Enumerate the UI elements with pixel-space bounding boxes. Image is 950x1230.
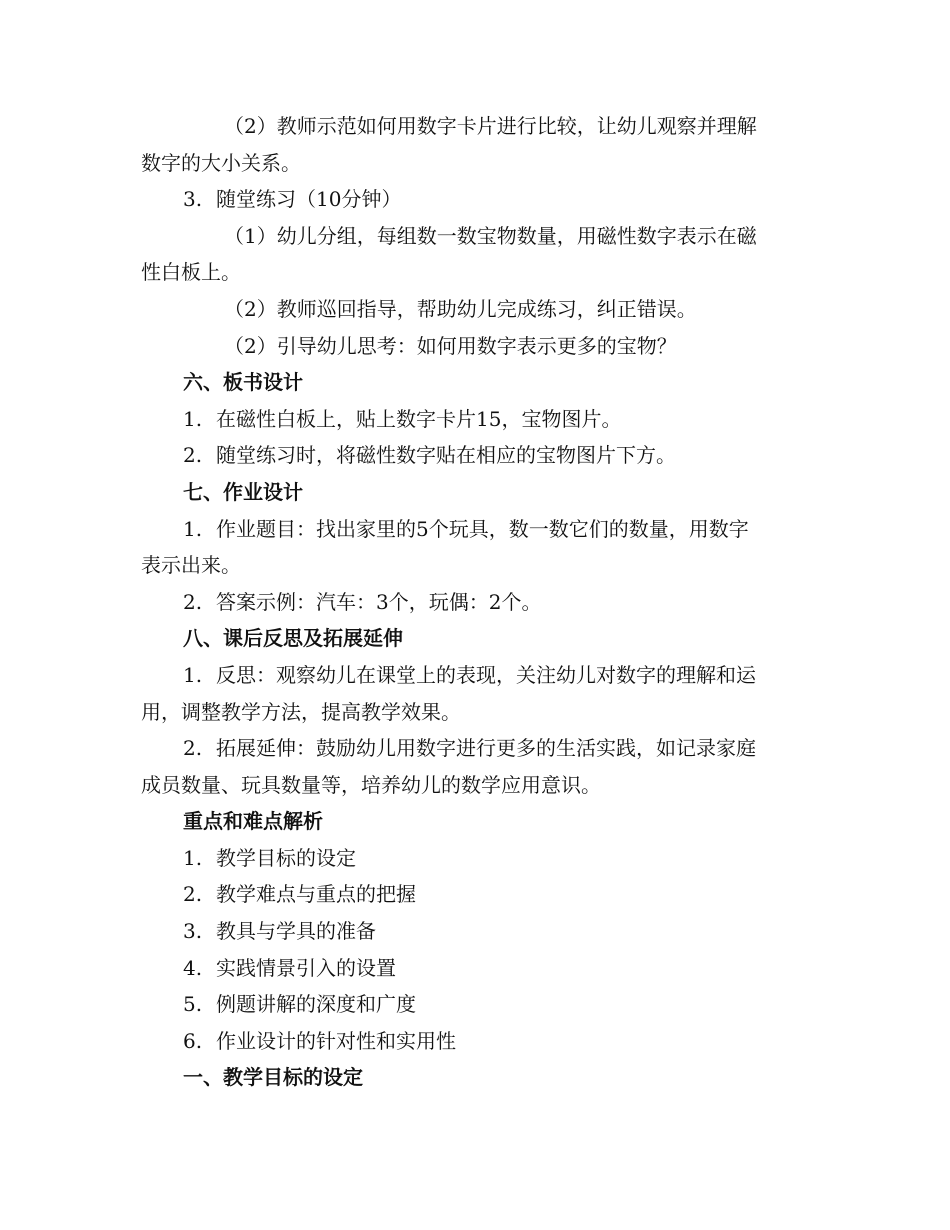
paragraph-line: 数字的大小关系。 (141, 150, 301, 175)
list-item-number: 2. (183, 736, 203, 761)
list-item-number: 2. (183, 589, 203, 614)
list-item-number: 1. (183, 516, 203, 541)
paragraph-line: 成员数量、玩具数量等，培养幼儿的数学应用意识。 (141, 772, 601, 797)
section-heading-reflection: 八、课后反思及拓展延伸 (183, 626, 403, 651)
list-item-text: 作业设计的针对性和实用性 (216, 1028, 456, 1053)
list-item (141, 913, 806, 950)
list-item-text: 在磁性白板上，贴上数字卡片15，宝物图片。 (216, 406, 622, 431)
section-heading-teaching-goals: 一、教学目标的设定 (183, 1065, 363, 1090)
list-item (141, 584, 806, 621)
list-item-text: 答案示例：汽车：3个，玩偶：2个。 (216, 589, 542, 614)
paragraph-line: 性白板上。 (141, 260, 241, 285)
list-item-text: 例题讲解的深度和广度 (216, 992, 416, 1017)
section-heading-homework-design: 七、作业设计 (183, 479, 303, 504)
paragraph-line: （1）幼儿分组，每组数一数宝物数量，用磁性数字表示在磁 (224, 223, 757, 248)
list-item-number: 1. (183, 845, 203, 870)
list-item-number: 2. (183, 882, 203, 907)
list-item-number: 1. (183, 406, 203, 431)
list-item-number: 2. (183, 443, 203, 468)
section-heading-key-points: 重点和难点解析 (183, 809, 323, 834)
paragraph-line: （2）教师巡回指导，帮助幼儿完成练习，纠正错误。 (224, 296, 697, 321)
list-item-text: 教学目标的设定 (216, 845, 356, 870)
list-item (141, 986, 806, 1023)
list-item-text: 随堂练习时，将磁性数字贴在相应的宝物图片下方。 (216, 443, 676, 468)
list-item-text: 教具与学具的准备 (216, 919, 376, 944)
list-item-text: 作业题目：找出家里的5个玩具，数一数它们的数量，用数字 (216, 516, 749, 541)
list-item (141, 437, 806, 474)
list-item-text: 随堂练习（10分钟） (216, 187, 402, 212)
list-item-text: 教学难点与重点的把握 (216, 882, 416, 907)
list-item (141, 840, 806, 877)
list-item-number: 1. (183, 662, 203, 687)
list-item (141, 181, 806, 218)
paragraph-line: （2）引导幼儿思考：如何用数字表示更多的宝物？ (224, 333, 677, 358)
list-item (141, 511, 806, 548)
list-item (141, 730, 806, 767)
paragraph-line: 用，调整教学方法，提高教学效果。 (141, 699, 461, 724)
list-item-number: 5. (183, 992, 203, 1017)
paragraph-line: （2）教师示范如何用数字卡片进行比较，让幼儿观察并理解 (224, 114, 757, 138)
list-item-text: 实践情景引入的设置 (216, 955, 396, 980)
paragraph-line: 表示出来。 (141, 553, 241, 578)
list-item-number: 3. (183, 919, 203, 944)
list-item (141, 401, 806, 438)
list-item-number: 3. (183, 187, 203, 212)
list-item-number: 6. (183, 1028, 203, 1053)
list-item-text: 反思：观察幼儿在课堂上的表现，关注幼儿对数字的理解和运 (216, 662, 756, 687)
list-item (141, 657, 806, 694)
list-item (141, 1023, 806, 1060)
list-item (141, 950, 806, 987)
list-item-text: 拓展延伸：鼓励幼儿用数字进行更多的生活实践，如记录家庭 (216, 736, 756, 761)
list-item (141, 876, 806, 913)
list-item-number: 4. (183, 955, 203, 980)
document-body (141, 108, 806, 1096)
section-heading-board-design: 六、板书设计 (183, 370, 303, 395)
